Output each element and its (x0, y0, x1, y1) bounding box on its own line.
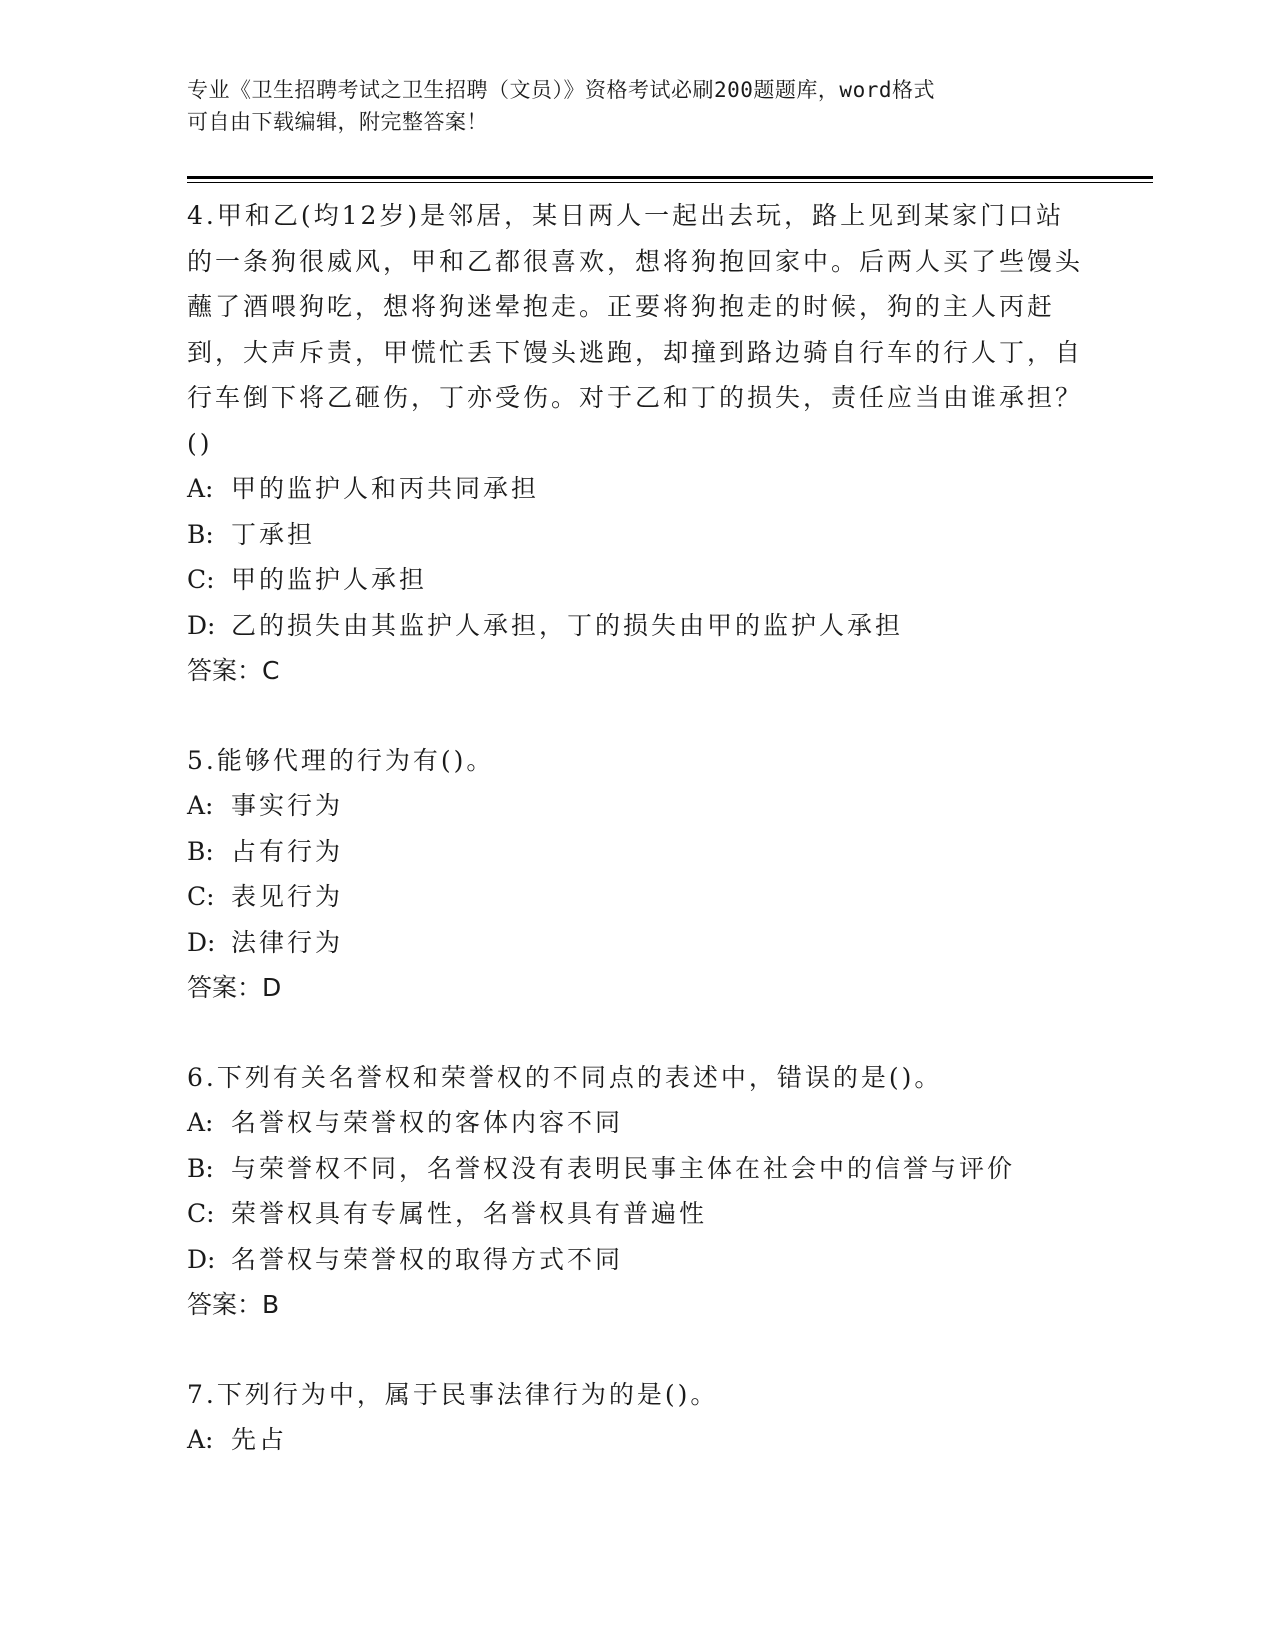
option-text: 甲的监护人承担 (231, 565, 428, 594)
option-text: 乙的损失由其监护人承担，丁的损失由甲的监护人承担 (231, 610, 904, 640)
option-d (187, 920, 1087, 966)
option-text: 法律行为 (231, 927, 344, 957)
option-key: B: (187, 519, 214, 549)
question-4 (187, 193, 1087, 694)
option-a (187, 1100, 1087, 1146)
question-text: 7.下列行为中，属于民事法律行为的是()。 (187, 1379, 719, 1409)
answer-line: 答案：C (187, 656, 280, 685)
option-key: A: (187, 791, 214, 820)
option-c (187, 1191, 1087, 1237)
option-text: 荣誉权具有专属性，名誉权具有普遍性 (231, 1199, 708, 1228)
header-divider-thin (187, 182, 1153, 183)
option-text: 与荣誉权不同，名誉权没有表明民事主体在社会中的信誉与评价 (231, 1153, 1016, 1183)
question-text: 5.能够代理的行为有()。 (187, 745, 495, 775)
option-d (187, 1237, 1087, 1283)
option-a (187, 783, 1087, 829)
option-key: C: (187, 882, 215, 911)
option-text: 名誉权与荣誉权的取得方式不同 (231, 1244, 624, 1274)
option-text: 事实行为 (231, 791, 344, 820)
question-7 (187, 1372, 1087, 1463)
option-c (187, 874, 1087, 920)
header-line-1: 专业《卫生招聘考试之卫生招聘（文员）》资格考试必刷200题题库，word格式 (187, 78, 935, 102)
option-b (187, 512, 1087, 558)
answer-line: 答案：B (187, 1290, 280, 1319)
question-list (187, 193, 1087, 1507)
option-text: 表见行为 (231, 882, 344, 911)
option-key: D: (187, 610, 216, 640)
question-6 (187, 1055, 1087, 1328)
option-text: 丁承担 (231, 519, 316, 549)
option-key: A: (187, 474, 214, 503)
option-key: C: (187, 1199, 215, 1228)
option-key: D: (187, 1244, 216, 1274)
option-a (187, 1417, 1087, 1463)
option-key: C: (187, 565, 215, 594)
question-5 (187, 738, 1087, 1011)
option-c (187, 557, 1087, 603)
option-text: 占有行为 (231, 836, 344, 866)
option-text: 甲的监护人和丙共同承担 (231, 474, 540, 503)
document-header (187, 74, 1087, 138)
option-d (187, 603, 1087, 649)
option-a (187, 466, 1087, 512)
option-text: 名誉权与荣誉权的客体内容不同 (231, 1108, 624, 1137)
question-text: 6.下列有关名誉权和荣誉权的不同点的表述中，错误的是()。 (187, 1062, 943, 1092)
option-key: D: (187, 927, 216, 957)
header-line-2: 可自由下载编辑，附完整答案！ (187, 110, 488, 134)
option-key: A: (187, 1425, 214, 1454)
answer-line: 答案：D (187, 973, 282, 1002)
option-key: B: (187, 836, 214, 866)
option-b (187, 1146, 1087, 1192)
option-key: B: (187, 1153, 214, 1183)
option-b (187, 829, 1087, 875)
header-divider-thick (187, 176, 1153, 179)
question-text: 4.甲和乙(均12岁)是邻居，某日两人一起出去玩，路上见到某家门口站的一条狗很威风，甲和乙都很喜欢，想将狗抱回家中。后两人买了些馒头蘸了酒喂狗吃，想将狗迷晕抱走。正要将狗抱走的时候，狗的主人丙赶到，大声斥责，甲慌忙丢下馒头逃跑，却撞到路边骑自行车的行人丁，自行车倒下将乙砸伤，丁亦受伤。对于乙和丁的损失，责任应当由谁承担？() (187, 201, 1084, 458)
option-text: 先占 (231, 1425, 288, 1454)
option-key: A: (187, 1108, 214, 1137)
